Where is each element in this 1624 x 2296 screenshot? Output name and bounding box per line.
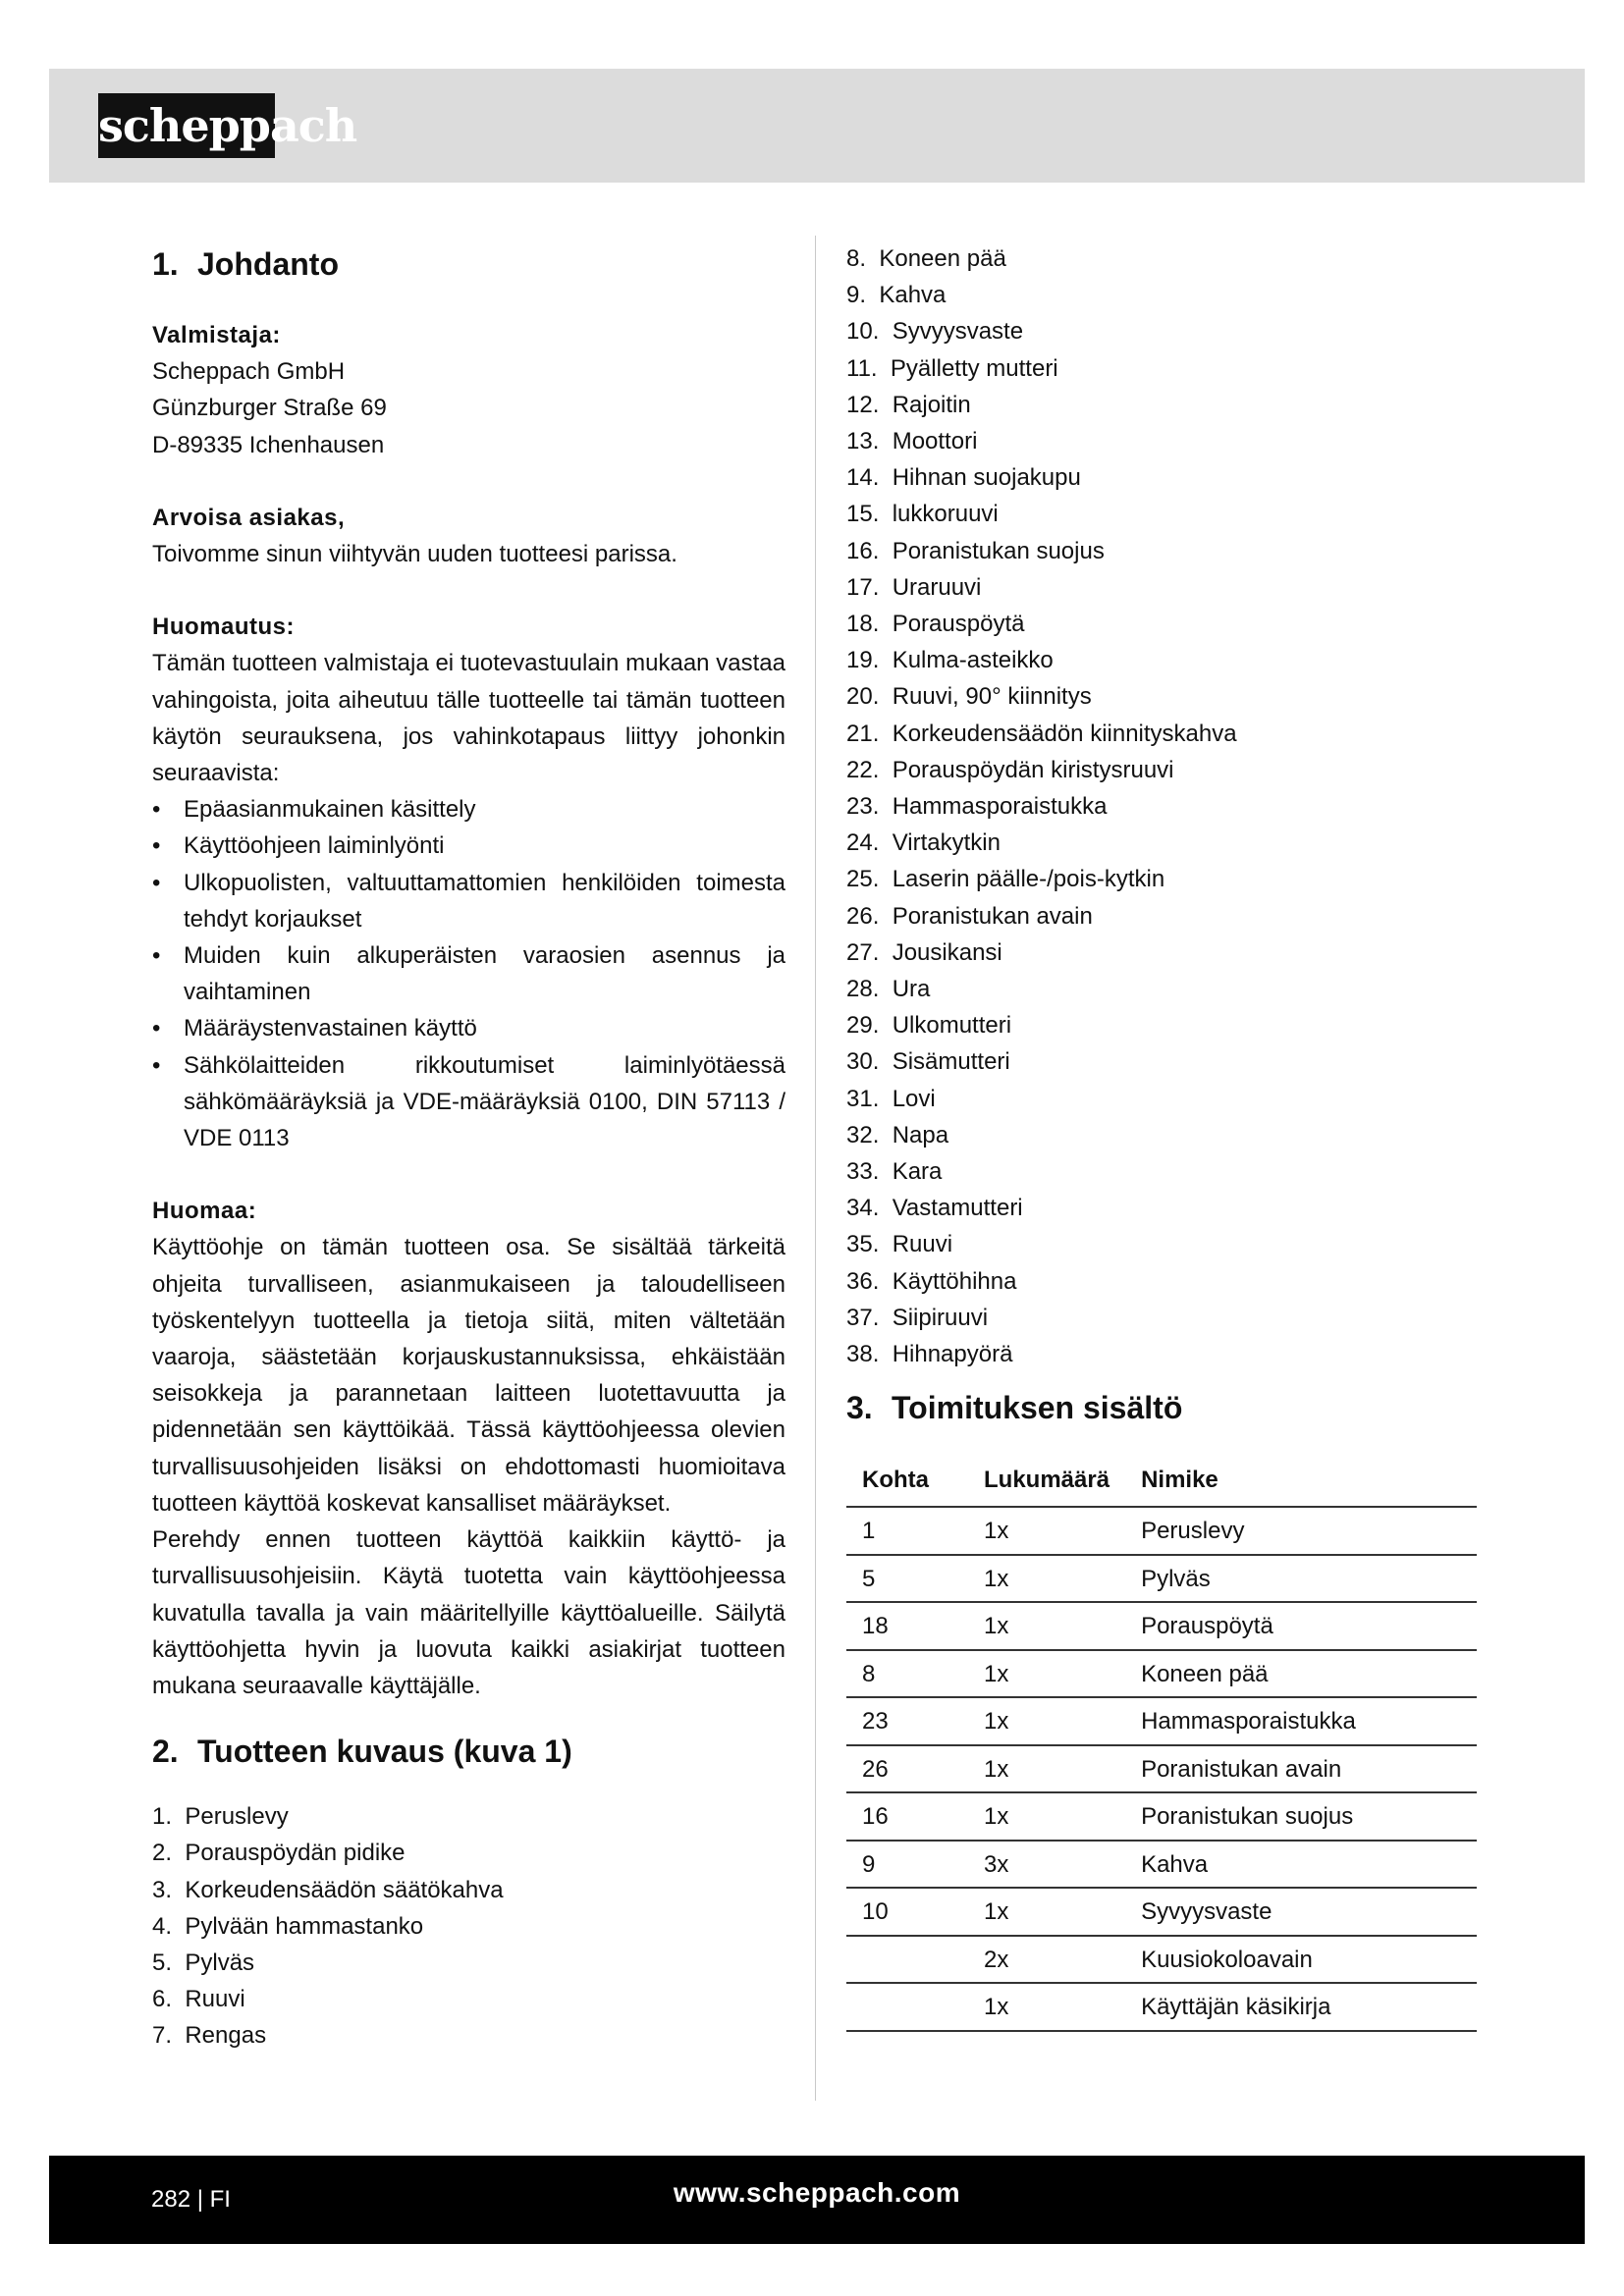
website-link[interactable]: www.scheppach.com [673,2177,961,2208]
cell-kohta: 9 [846,1841,968,1889]
part-item: 33. Kara [846,1158,943,1186]
part-item: 9. Kahva [846,282,947,309]
delivery-contents-table [846,1457,1477,2032]
table-row [846,1697,1477,1745]
part-item: 31. Lovi [846,1085,936,1112]
section-2-heading: 2. Tuotteen kuvaus (kuva 1) [152,1734,572,1770]
table-row [846,1555,1477,1603]
cell-nimike: Käyttäjän käsikirja [1125,1983,1477,2031]
manufacturer-label: Valmistaja: [152,322,281,348]
part-item: 26. Poranistukan avain [846,902,1093,930]
part-item: 24. Virtakytkin [846,829,1001,857]
table-row [846,1983,1477,2031]
part-item: 18. Porauspöytä [846,611,1025,638]
cell-lukumaara: 1x [968,1555,1125,1603]
part-item: 2. Porauspöydän pidike [152,1840,406,1867]
cell-kohta: 23 [846,1697,968,1745]
notice-paragraph-1: Käyttöohje on tämän tuotteen osa. Se sisältää tärkeitä ohjeita turvalliseen, asianmukaiseen ja taloudelliseen työskentelyyn tuotteella ja tietoja siitä, miten vältetään vaaroja, säästetään korjauskustannuksissa, ehkäistään seisokkeja ja parannetaan laitteen luotettavuutta ja pidennetään sen käyttöikää. Tässä käyttöohjeessa olevien turvallisuusohjeiden lisäksi on ehdottomasti huomioitava tuotteen käyttöä koskevat kansalliset määräykset. [152,1234,785,1517]
page-number: 282 | FI [151,2186,231,2213]
page-footer [49,2156,1585,2244]
part-item: 38. Hihnapyörä [846,1341,1013,1368]
cell-kohta: 8 [846,1650,968,1698]
part-item: 29. Ulkomutteri [846,1012,1012,1040]
cell-kohta: 18 [846,1602,968,1650]
table-row [846,1888,1477,1936]
cell-lukumaara: 1x [968,1602,1125,1650]
part-item: 22. Porauspöydän kiristysruuvi [846,756,1174,783]
part-item: 30. Sisämutteri [846,1048,1010,1076]
part-item: 6. Ruuvi [152,1986,245,2013]
scheppach-logo: scheppach [98,93,275,158]
cell-kohta: 10 [846,1888,968,1936]
cell-lukumaara: 3x [968,1841,1125,1889]
section-3-heading: 3. Toimituksen sisältö [846,1390,1183,1426]
cell-lukumaara: 1x [968,1507,1125,1555]
cell-nimike: Pylväs [1125,1555,1477,1603]
part-item: 28. Ura [846,976,931,1003]
part-item: 27. Jousikansi [846,938,1002,966]
table-row [846,1507,1477,1555]
list-item: • Käyttöohjeen laiminlyönti [152,828,785,864]
cell-lukumaara: 1x [968,1745,1125,1793]
part-item: 34. Vastamutteri [846,1195,1023,1222]
part-item: 1. Peruslevy [152,1803,289,1831]
table-row [846,1841,1477,1889]
column-divider [815,236,816,2101]
cell-nimike: Syvyysvaste [1125,1888,1477,1936]
part-item: 16. Poranistukan suojus [846,537,1105,564]
address-line: Scheppach GmbH [152,358,346,386]
notice-paragraph-2: Perehdy ennen tuotteen käyttöä kaikkiin käyttö- ja turvallisuusohjeisiin. Käytä tuotetta vain käyttöohjeessa kuvatulla tavalla ja vain määritellyille käyttöalueille. Säilytä käyttöohjetta hyvin ja luovuta kaikki asiakirjat tuotteen mukana seuraavalle käyttäjälle. [152,1526,785,1699]
part-item: 37. Siipiruuvi [846,1304,989,1331]
list-item: • Epäasianmukainen käsittely [152,791,785,828]
part-item: 11. Pyälletty mutteri [846,354,1058,382]
part-item: 5. Pylväs [152,1949,255,1976]
section-1-heading: 1. Johdanto [152,246,339,282]
address-line: Günzburger Straße 69 [152,395,387,422]
part-item: 23. Hammasporaistukka [846,793,1108,821]
table-row [846,1650,1477,1698]
note-label: Huomautus: [152,614,295,641]
part-item: 19. Kulma-asteikko [846,647,1054,674]
part-item: 12. Rajoitin [846,391,971,418]
part-item: 13. Moottori [846,428,978,455]
part-item: 21. Korkeudensäädön kiinnityskahva [846,720,1237,747]
cell-kohta: 26 [846,1745,968,1793]
cell-nimike: Kuusiokoloavain [1125,1936,1477,1984]
table-row [846,1792,1477,1841]
left-column [152,240,785,2055]
address-line: D-89335 Ichenhausen [152,431,385,458]
cell-nimike: Porauspöytä [1125,1602,1477,1650]
table-header-row [846,1457,1477,1507]
cell-lukumaara: 1x [968,1697,1125,1745]
dear-customer-text: Toivomme sinun viihtyvän uuden tuotteesi parissa. [152,541,677,568]
part-item: 20. Ruuvi, 90° kiinnitys [846,683,1092,711]
cell-nimike: Kahva [1125,1841,1477,1889]
part-item: 17. Uraruuvi [846,573,982,601]
part-item: 15. lukkoruuvi [846,501,999,528]
cell-kohta: 1 [846,1507,968,1555]
list-item: • Määräystenvastainen käyttö [152,1010,785,1046]
parts-list-left [152,1798,785,2054]
column-header-kohta: Kohta [846,1457,968,1507]
part-item: 36. Käyttöhihna [846,1267,1017,1295]
dear-customer-label: Arvoisa asiakas, [152,504,346,531]
part-item: 14. Hihnan suojakupu [846,464,1081,492]
cell-nimike: Peruslevy [1125,1507,1477,1555]
part-item: 4. Pylvään hammastanko [152,1912,424,1940]
column-header-lukumaara: Lukumäärä [968,1457,1125,1507]
cell-kohta: 5 [846,1555,968,1603]
cell-nimike: Hammasporaistukka [1125,1697,1477,1745]
table-row [846,1936,1477,1984]
cell-nimike: Koneen pää [1125,1650,1477,1698]
right-column [846,240,1485,2032]
cell-lukumaara: 1x [968,1888,1125,1936]
manufacturer-address [152,353,785,463]
part-item: 3. Korkeudensäädön säätökahva [152,1876,504,1903]
part-item: 35. Ruuvi [846,1231,953,1258]
table-row [846,1745,1477,1793]
cell-nimike: Poranistukan suojus [1125,1792,1477,1841]
cell-kohta [846,1983,968,2031]
page-header [49,69,1585,183]
cell-lukumaara: 1x [968,1792,1125,1841]
part-item: 8. Koneen pää [846,245,1006,272]
note-text: Tämän tuotteen valmistaja ei tuotevastuulain mukaan vastaa vahingoista, joita aiheutuu tälle tuotteelle tai tämän tuotteen käytön seurauksena, jos vahinkotapaus liittyy johonkin seuraavista: [152,650,785,787]
notice-label: Huomaa: [152,1198,257,1225]
cell-lukumaara: 1x [968,1650,1125,1698]
list-item: • Sähkölaitteiden rikkoutumiset laiminlyötäessä sähkömääräyksiä ja VDE-määräyksiä 0100, DIN 57113 / VDE 0113 [152,1047,785,1157]
part-item: 7. Rengas [152,2022,267,2050]
list-item: • Muiden kuin alkuperäisten varaosien asennus ja vaihtaminen [152,937,785,1010]
cell-lukumaara: 2x [968,1936,1125,1984]
list-item: • Ulkopuolisten, valtuuttamattomien henkilöiden toimesta tehdyt korjaukset [152,865,785,937]
cell-lukumaara: 1x [968,1983,1125,2031]
part-item: 10. Syvyysvaste [846,318,1024,346]
cell-kohta: 16 [846,1792,968,1841]
liability-list [152,791,785,1156]
cell-kohta [846,1936,968,1984]
cell-nimike: Poranistukan avain [1125,1745,1477,1793]
column-header-nimike: Nimike [1125,1457,1477,1507]
part-item: 25. Laserin päälle-/pois-kytkin [846,866,1165,893]
part-item: 32. Napa [846,1121,949,1148]
table-row [846,1602,1477,1650]
parts-list-right [846,240,1485,1372]
